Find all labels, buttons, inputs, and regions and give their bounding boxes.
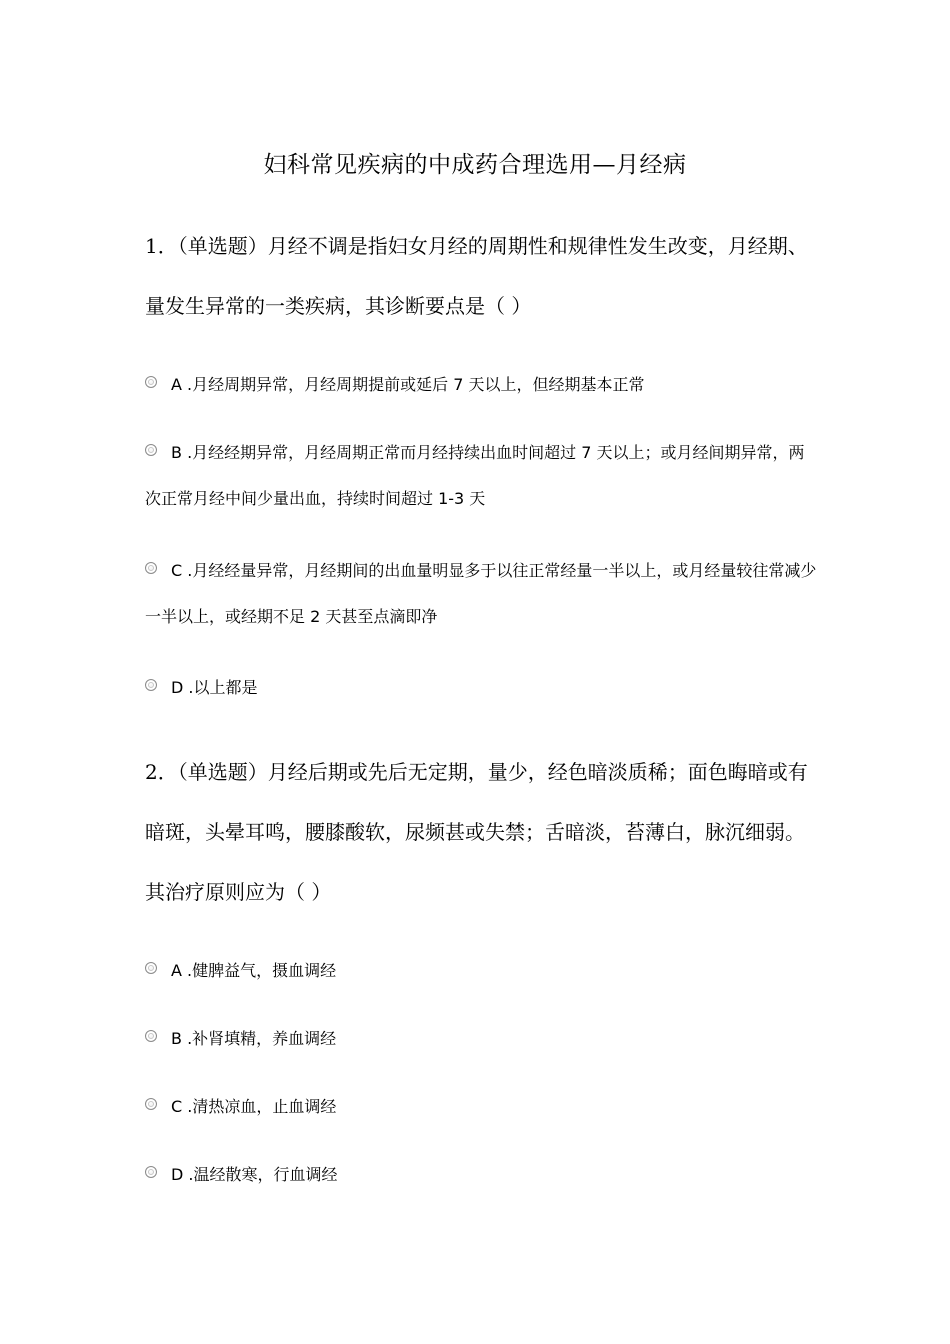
- question-2-option-b[interactable]: [145, 1016, 820, 1062]
- radio-button-icon[interactable]: [145, 1098, 157, 1110]
- option-label: C .清热凉血，止血调经: [171, 1097, 337, 1116]
- option-label: A .健脾益气，摄血调经: [171, 961, 337, 980]
- radio-button-icon[interactable]: [145, 444, 157, 456]
- option-label: B .月经经期异常，月经周期正常而月经持续出血时间超过 7 天以上；或月经间期异常，两次正常月经中间少量出血，持续时间超过 1-3 天: [145, 443, 805, 508]
- radio-button-icon[interactable]: [145, 376, 157, 388]
- radio-button-icon[interactable]: [145, 962, 157, 974]
- option-label: B .补肾填精，养血调经: [171, 1029, 337, 1048]
- question-2-text: 2．（单选题）月经后期或先后无定期，量少，经色暗淡质稀；面色晦暗或有暗斑，头晕耳鸣，腰膝酸软，尿频甚或失禁；舌暗淡，苔薄白，脉沉细弱。其治疗原则应为（ ）: [145, 760, 808, 904]
- question-1-option-d[interactable]: [145, 665, 820, 711]
- question-2-option-d[interactable]: [145, 1152, 820, 1198]
- option-label: D .温经散寒，行血调经: [171, 1165, 338, 1184]
- option-label: C .月经经量异常，月经期间的出血量明显多于以往正常经量一半以上，或月经量较往常减少一半以上，或经期不足 2 天甚至点滴即净: [145, 561, 817, 626]
- question-1-text: 1．（单选题）月经不调是指妇女月经的周期性和规律性发生改变，月经期、量发生异常的一类疾病，其诊断要点是（ ）: [145, 234, 808, 318]
- document-title: 妇科常见疾病的中成药合理选用—月经病: [263, 152, 687, 178]
- question-1-option-a[interactable]: [145, 362, 820, 408]
- radio-button-icon[interactable]: [145, 1166, 157, 1178]
- question-1-option-b[interactable]: [145, 430, 820, 522]
- question-2-option-a[interactable]: [145, 948, 820, 994]
- radio-button-icon[interactable]: [145, 562, 157, 574]
- question-2-option-c[interactable]: [145, 1084, 820, 1130]
- radio-button-icon[interactable]: [145, 1030, 157, 1042]
- option-label: A .月经周期异常，月经周期提前或延后 7 天以上，但经期基本正常: [171, 375, 645, 394]
- option-label: D .以上都是: [171, 678, 258, 697]
- radio-button-icon[interactable]: [145, 679, 157, 691]
- question-1-option-c[interactable]: [145, 548, 820, 640]
